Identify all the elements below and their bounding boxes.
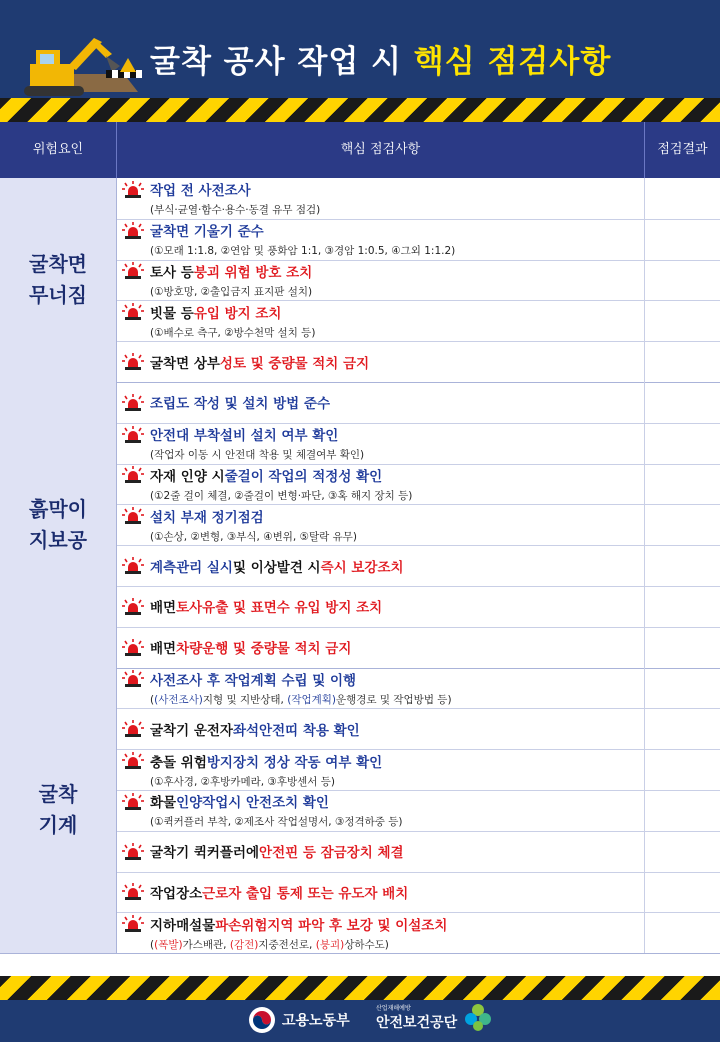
detail-text: (①퀵커플러 부착, ②제조사 작업설명서, ③정격하중 등) bbox=[150, 816, 403, 829]
detail-text: (①방호망, ②출입금지 표지판 설치) bbox=[150, 285, 313, 298]
check-item-text: 안전핀 등 잠금장치 체결 bbox=[259, 845, 404, 862]
check-item-text: 유입 방지 조치 bbox=[193, 305, 282, 322]
check-row bbox=[117, 872, 720, 914]
check-item bbox=[122, 831, 642, 872]
check-item-text: 굴착기 퀵커플러에 bbox=[150, 845, 260, 862]
check-item bbox=[122, 260, 642, 301]
check-item-text: 사전조사 후 작업계획 수립 및 이행 bbox=[150, 672, 357, 689]
check-row bbox=[117, 912, 720, 953]
siren-icon bbox=[122, 670, 144, 687]
check-row bbox=[117, 423, 720, 465]
check-item-text: 토사유출 및 표면수 유입 방지 조치 bbox=[176, 600, 383, 617]
detail-text: ( bbox=[150, 938, 155, 951]
check-item-text: 즉시 보강조치 bbox=[320, 559, 404, 576]
check-row bbox=[117, 749, 720, 791]
result-cell[interactable] bbox=[644, 912, 720, 953]
check-row bbox=[117, 790, 720, 832]
detail-text: (붕괴) bbox=[315, 938, 345, 951]
check-item-title bbox=[122, 914, 642, 934]
detail-text: (사전조사) bbox=[154, 693, 203, 706]
check-item bbox=[122, 504, 642, 545]
check-row bbox=[117, 382, 720, 424]
check-item bbox=[122, 872, 642, 913]
hazard-stripe-top bbox=[0, 98, 720, 122]
result-cell[interactable] bbox=[644, 586, 720, 627]
check-row bbox=[117, 464, 720, 506]
result-cell[interactable] bbox=[644, 545, 720, 586]
check-item bbox=[122, 382, 642, 423]
detail-text: (감전) bbox=[229, 938, 259, 951]
title-highlight: 핵심 점검사항 bbox=[413, 44, 612, 80]
check-item bbox=[122, 464, 642, 505]
risk-section bbox=[0, 178, 720, 383]
check-item-text: 화물 bbox=[150, 795, 177, 812]
siren-icon bbox=[122, 915, 144, 932]
header bbox=[0, 0, 720, 98]
check-item-title bbox=[122, 392, 642, 412]
check-item-title bbox=[122, 179, 642, 199]
siren-icon bbox=[122, 507, 144, 524]
check-item-text: 자재 인양 시 bbox=[150, 468, 225, 485]
check-row bbox=[117, 586, 720, 628]
check-item bbox=[122, 423, 642, 464]
check-row bbox=[117, 545, 720, 587]
check-item-title bbox=[122, 637, 642, 657]
check-item-title bbox=[122, 791, 642, 811]
check-item-detail bbox=[150, 937, 642, 952]
result-cell[interactable] bbox=[644, 300, 720, 341]
check-item-title bbox=[122, 556, 642, 576]
check-row bbox=[117, 219, 720, 261]
detail-text: (①2줄 걸이 체결, ②줄걸이 변형·파단, ③혹 해지 장치 등) bbox=[150, 489, 413, 502]
detail-text: 운행경로 및 작업방법 등) bbox=[336, 693, 452, 706]
siren-icon bbox=[122, 639, 144, 656]
check-item-detail bbox=[150, 488, 642, 503]
header-result: 점검결과 bbox=[657, 142, 708, 157]
check-item-text: 및 이상발견 시 bbox=[232, 559, 321, 576]
check-item bbox=[122, 341, 642, 382]
check-item-text: 충돌 위험 bbox=[150, 754, 207, 771]
check-item-text: 차량운행 및 중량물 적치 금지 bbox=[176, 641, 352, 658]
detail-text: (①배수로 측구, ②방수천막 설치 등) bbox=[150, 326, 316, 339]
siren-icon bbox=[122, 793, 144, 810]
detail-text: (①손상, ②변형, ③부식, ④변위, ⑤탈락 유무) bbox=[150, 530, 358, 543]
detail-text: ( bbox=[150, 693, 155, 706]
detail-text: (부식·균열·함수·용수·동결 유무 점검) bbox=[150, 204, 321, 217]
result-cell[interactable] bbox=[644, 260, 720, 301]
check-item-title bbox=[122, 719, 642, 739]
check-row bbox=[117, 504, 720, 546]
check-item-text: 붕괴 위험 방호 조치 bbox=[193, 264, 313, 281]
check-item-text: 줄걸이 작업의 적정성 확인 bbox=[224, 468, 383, 485]
check-row bbox=[117, 627, 720, 668]
result-cell[interactable] bbox=[644, 464, 720, 505]
check-item-detail bbox=[150, 325, 642, 340]
excavator-icon bbox=[16, 30, 148, 100]
result-cell[interactable] bbox=[644, 831, 720, 872]
check-item-text: 근로자 출입 통제 또는 유도자 배치 bbox=[202, 885, 409, 902]
check-item-text: 굴착기 운전자 bbox=[150, 722, 233, 739]
check-item-title bbox=[122, 506, 642, 526]
check-item-title bbox=[122, 352, 642, 372]
check-item-text: 성토 및 중량물 적치 금지 bbox=[219, 355, 370, 372]
risk-factor-label: 굴착면 무너짐 bbox=[0, 178, 117, 382]
check-item bbox=[122, 790, 642, 831]
check-item-text: 안전대 부착설비 설치 여부 확인 bbox=[150, 428, 339, 445]
check-item-text: 파손위험지역 파악 후 보강 및 이설조치 bbox=[215, 917, 448, 934]
check-item-title bbox=[122, 669, 642, 689]
detail-text: (폭발) bbox=[154, 938, 183, 951]
check-item-detail bbox=[150, 774, 642, 789]
check-item-title bbox=[122, 261, 642, 281]
check-item-title bbox=[122, 465, 642, 485]
detail-text: 가스배관, bbox=[182, 938, 230, 951]
result-cell[interactable] bbox=[644, 668, 720, 709]
siren-icon bbox=[122, 353, 144, 370]
hazard-stripe-bottom bbox=[0, 976, 720, 1000]
detail-text: (작업계획) bbox=[287, 693, 336, 706]
check-item-detail bbox=[150, 529, 642, 544]
taegeuk-icon bbox=[248, 1006, 276, 1034]
siren-icon bbox=[122, 598, 144, 615]
check-item bbox=[122, 178, 642, 219]
detail-text: 상하수도) bbox=[344, 938, 389, 951]
risk-factor-label: 굴착 기계 bbox=[0, 668, 117, 954]
siren-icon bbox=[122, 883, 144, 900]
check-item-title bbox=[122, 302, 642, 322]
footer bbox=[0, 1000, 720, 1042]
check-item bbox=[122, 668, 642, 709]
detail-text: (①모래 1:1.8, ②연암 및 풍화암 1:1, ③경암 1:0.5, ④그외 1:1.2) bbox=[150, 245, 456, 258]
check-item-text: 토사 등 bbox=[150, 264, 194, 281]
check-item-text: 방지장치 정상 작동 여부 확인 bbox=[206, 754, 383, 771]
check-item-text: 계측관리 실시 bbox=[150, 559, 233, 576]
siren-icon bbox=[122, 181, 144, 198]
check-item-text: 배면 bbox=[150, 641, 177, 658]
check-row bbox=[117, 300, 720, 342]
detail-text: (작업자 이동 시 안전대 착용 및 체결여부 확인) bbox=[150, 449, 365, 462]
result-cell[interactable] bbox=[644, 790, 720, 831]
check-item bbox=[122, 300, 642, 341]
result-cell[interactable] bbox=[644, 178, 720, 219]
check-row bbox=[117, 341, 720, 382]
siren-icon bbox=[122, 262, 144, 279]
result-cell[interactable] bbox=[644, 219, 720, 260]
kosha-logo: 산업재해예방 안전보건공단 bbox=[376, 1002, 493, 1032]
page-title: 굴착 공사 작업 시 핵심 점검사항 bbox=[150, 44, 612, 80]
check-row bbox=[117, 178, 720, 220]
check-item-text: 작업장소 bbox=[150, 885, 203, 902]
detail-text: 지형 및 지반상태, bbox=[202, 693, 288, 706]
check-item-detail bbox=[150, 202, 642, 217]
siren-icon bbox=[122, 222, 144, 239]
check-item-detail bbox=[150, 447, 642, 462]
check-row bbox=[117, 260, 720, 302]
check-item-text: 굴착면 기울기 준수 bbox=[150, 224, 264, 241]
check-item-detail bbox=[150, 814, 642, 829]
check-item bbox=[122, 708, 642, 749]
check-item-title bbox=[122, 424, 642, 444]
check-item-detail bbox=[150, 243, 642, 258]
risk-factor-label: 흙막이 지보공 bbox=[0, 382, 117, 668]
check-item-detail bbox=[150, 284, 642, 299]
detail-text: 지중전선로, bbox=[258, 938, 316, 951]
result-cell[interactable] bbox=[644, 504, 720, 545]
check-item-text: 빗물 등 bbox=[150, 305, 194, 322]
result-cell[interactable] bbox=[644, 341, 720, 382]
result-cell[interactable] bbox=[644, 423, 720, 464]
check-item-text: 좌석안전띠 착용 확인 bbox=[232, 722, 360, 739]
check-item-text: 굴착면 상부 bbox=[150, 355, 220, 372]
check-item-title bbox=[122, 596, 642, 616]
check-item bbox=[122, 586, 642, 627]
result-cell[interactable] bbox=[644, 382, 720, 423]
check-item-detail bbox=[150, 692, 642, 707]
table-header bbox=[0, 122, 720, 178]
result-cell[interactable] bbox=[644, 627, 720, 668]
check-item bbox=[122, 219, 642, 260]
siren-icon bbox=[122, 426, 144, 443]
siren-icon bbox=[122, 303, 144, 320]
result-cell[interactable] bbox=[644, 749, 720, 790]
header-risk-factor: 위험요인 bbox=[0, 122, 117, 178]
header-check-items: 핵심 점검사항 bbox=[117, 122, 645, 178]
check-item-text: 조립도 작성 및 설치 방법 준수 bbox=[150, 396, 330, 413]
check-item-title bbox=[122, 841, 642, 861]
check-item-text: 배면 bbox=[150, 600, 177, 617]
check-item-text: 작업 전 사전조사 bbox=[150, 183, 251, 200]
result-cell[interactable] bbox=[644, 708, 720, 749]
check-item-title bbox=[122, 751, 642, 771]
check-item-title bbox=[122, 220, 642, 240]
check-item-text: 설치 부재 정기점검 bbox=[150, 509, 264, 526]
result-cell[interactable] bbox=[644, 872, 720, 913]
check-row bbox=[117, 668, 720, 710]
check-item bbox=[122, 912, 642, 953]
check-item bbox=[122, 545, 642, 586]
siren-icon bbox=[122, 752, 144, 769]
check-item bbox=[122, 627, 642, 668]
siren-icon bbox=[122, 720, 144, 737]
check-item-title bbox=[122, 882, 642, 902]
siren-icon bbox=[122, 557, 144, 574]
siren-icon bbox=[122, 843, 144, 860]
risk-section bbox=[0, 382, 720, 669]
check-item-text: 지하매설물 bbox=[150, 917, 216, 934]
kosha-cross-icon bbox=[463, 1002, 493, 1032]
risk-section bbox=[0, 668, 720, 955]
ministry-logo: 고용노동부 bbox=[248, 1006, 350, 1034]
siren-icon bbox=[122, 394, 144, 411]
check-item-text: 인양작업시 안전조치 확인 bbox=[176, 795, 329, 812]
check-row bbox=[117, 708, 720, 750]
check-item bbox=[122, 749, 642, 790]
detail-text: (①후사경, ②후방카메라, ③후방센서 등) bbox=[150, 775, 335, 788]
check-row bbox=[117, 831, 720, 873]
siren-icon bbox=[122, 466, 144, 483]
